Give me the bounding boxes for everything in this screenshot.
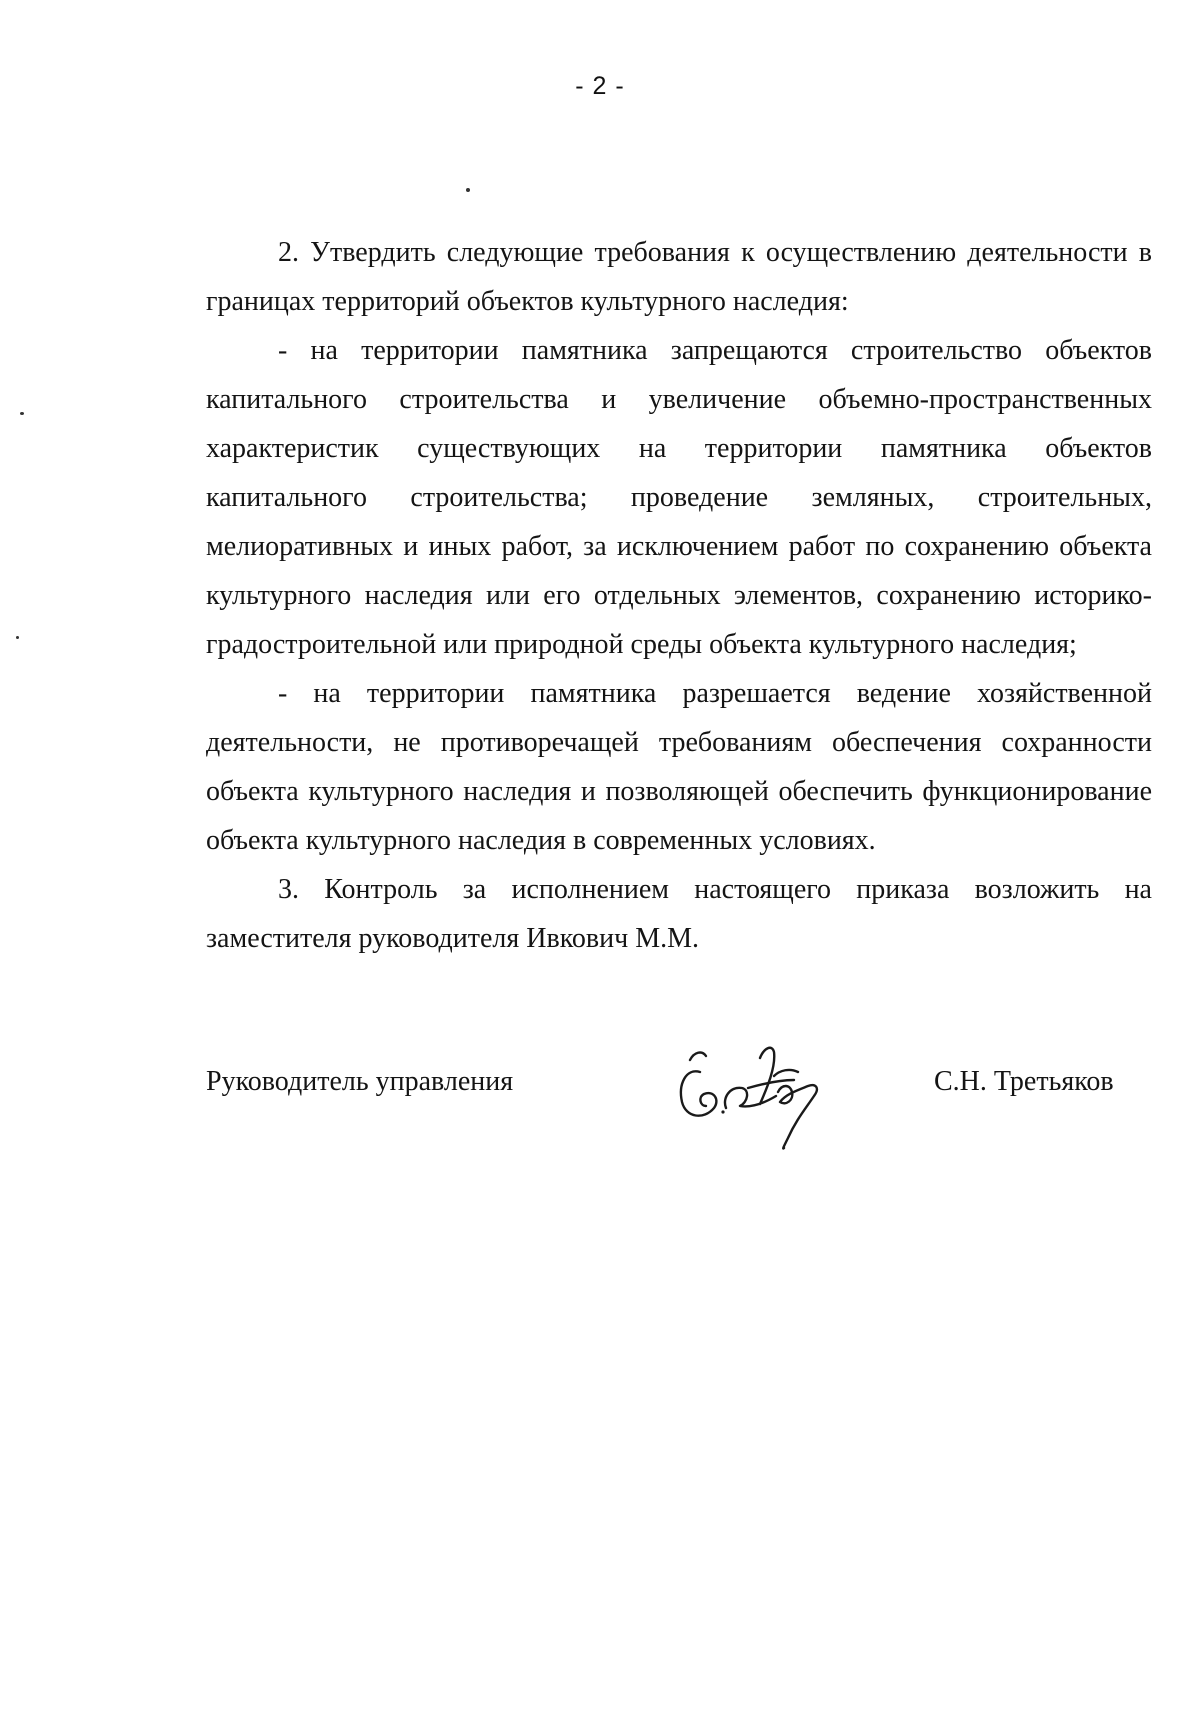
signatory-title: Руководитель управления	[206, 1066, 514, 1097]
signature-block	[206, 1040, 1152, 1160]
signatory-name: С.Н. Третьяков	[934, 1066, 1114, 1097]
scan-speck	[20, 412, 24, 415]
document-body	[206, 228, 1152, 963]
scan-speck	[466, 188, 470, 192]
paragraph-permissions: - на территории памятника разрешается ведение хозяйственной деятельности, не противоречащей требованиям обеспечения сохранности объекта культурного наследия и позволяющей обеспечить функционирование объекта культурного наследия в современных условиях.	[206, 678, 1152, 856]
paragraph-requirements-intro: 2. Утвердить следующие требования к осуществлению деятельности в границах территорий объектов культурного наследия:	[206, 237, 1152, 317]
page-number: - 2 -	[575, 72, 625, 100]
paragraph-control: 3. Контроль за исполнением настоящего приказа возложить на заместителя руководителя Ивкович М.М.	[206, 874, 1152, 954]
handwritten-signature	[656, 1010, 856, 1160]
paragraph-prohibitions: - на территории памятника запрещаются строительство объектов капитального строительства и увеличение объемно-пространственных характеристик существующих на территории памятника объектов капитального строительства; проведение земляных, строительных, мелиоративных и иных работ, за исключением работ по сохранению объекта культурного наследия или его отдельных элементов, сохранению историко-градостроительной или природной среды объекта культурного наследия;	[206, 335, 1152, 660]
scan-speck	[16, 636, 19, 639]
